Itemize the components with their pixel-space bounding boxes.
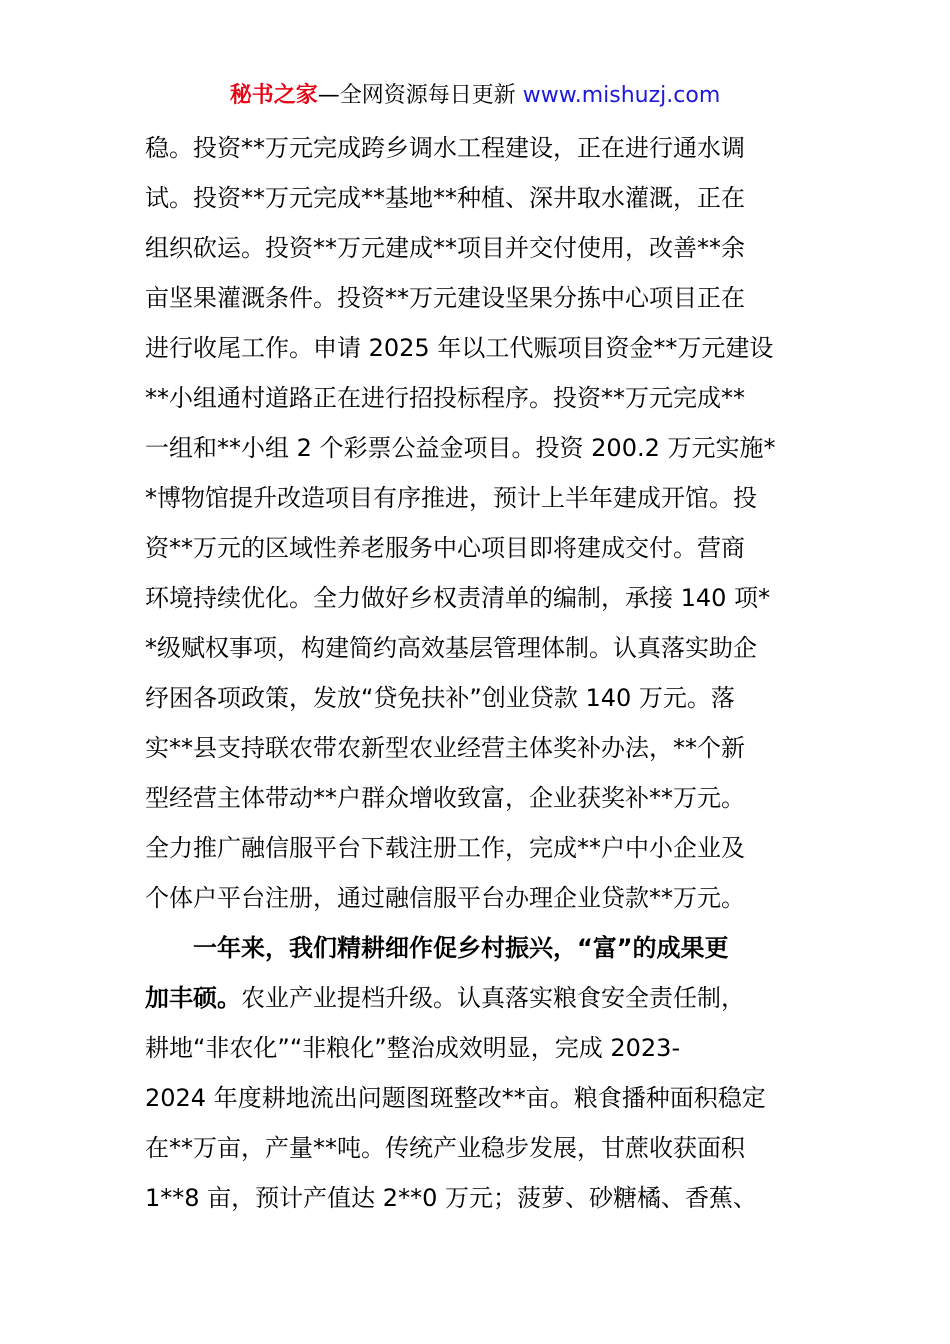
text-line: 个体户平台注册，通过融信服平台办理企业贷款**万元。 bbox=[145, 884, 745, 912]
text-segment: 农业产业提档升级。认真落实粮食安全责任制， bbox=[241, 984, 745, 1012]
paragraph-heading-end: 加丰硕。 bbox=[145, 984, 241, 1012]
paragraph-heading-line: 一年来，我们精耕细作促乡村振兴，“富”的成果更 bbox=[193, 934, 729, 962]
text-line: 稳。投资**万元完成跨乡调水工程建设，正在进行通水调 bbox=[145, 134, 745, 162]
document-body bbox=[145, 123, 810, 1223]
text-line: 纾困各项政策，发放“贷免扶补”创业贷款 140 万元。落 bbox=[145, 684, 735, 712]
text-line: 1**8 亩，预计产值达 2**0 万元；菠萝、砂糖橘、香蕉、 bbox=[145, 1184, 757, 1212]
text-line: 资**万元的区域性养老服务中心项目即将建成交付。营商 bbox=[145, 534, 745, 562]
text-line bbox=[145, 973, 810, 1023]
text-line: 全力推广融信服平台下载注册工作，完成**户中小企业及 bbox=[145, 834, 745, 862]
site-header bbox=[0, 80, 950, 112]
site-tagline: —全网资源每日更新 bbox=[317, 83, 523, 108]
site-url-link[interactable]: www.mishuzj.com bbox=[522, 83, 721, 108]
text-line: 亩坚果灌溉条件。投资**万元建设坚果分拣中心项目正在 bbox=[145, 284, 745, 312]
text-line: *级赋权事项，构建简约高效基层管理体制。认真落实助企 bbox=[145, 634, 757, 662]
text-line: 一组和**小组 2 个彩票公益金项目。投资 200.2 万元实施* bbox=[145, 434, 776, 462]
text-line: 在**万亩，产量**吨。传统产业稳步发展，甘蔗收获面积 bbox=[145, 1134, 745, 1162]
text-line: 型经营主体带动**户群众增收致富，企业获奖补**万元。 bbox=[145, 784, 745, 812]
text-line: 组织砍运。投资**万元建成**项目并交付使用，改善**余 bbox=[145, 234, 745, 262]
text-line: 试。投资**万元完成**基地**种植、深井取水灌溉，正在 bbox=[145, 184, 745, 212]
text-line: 进行收尾工作。申请 2025 年以工代赈项目资金**万元建设 bbox=[145, 334, 774, 362]
text-line: 2024 年度耕地流出问题图斑整改**亩。粮食播种面积稳定 bbox=[145, 1084, 766, 1112]
site-brand: 秘书之家 bbox=[229, 83, 318, 108]
text-line: **小组通村道路正在进行招投标程序。投资**万元完成** bbox=[145, 384, 745, 412]
text-line: 耕地“非农化”“非粮化”整治成效明显，完成 2023- bbox=[145, 1034, 681, 1062]
text-line: 环境持续优化。全力做好乡权责清单的编制，承接 140 项* bbox=[145, 584, 771, 612]
text-line: *博物馆提升改造项目有序推进，预计上半年建成开馆。投 bbox=[145, 484, 757, 512]
text-line: 实**县支持联农带农新型农业经营主体奖补办法，**个新 bbox=[145, 734, 745, 762]
